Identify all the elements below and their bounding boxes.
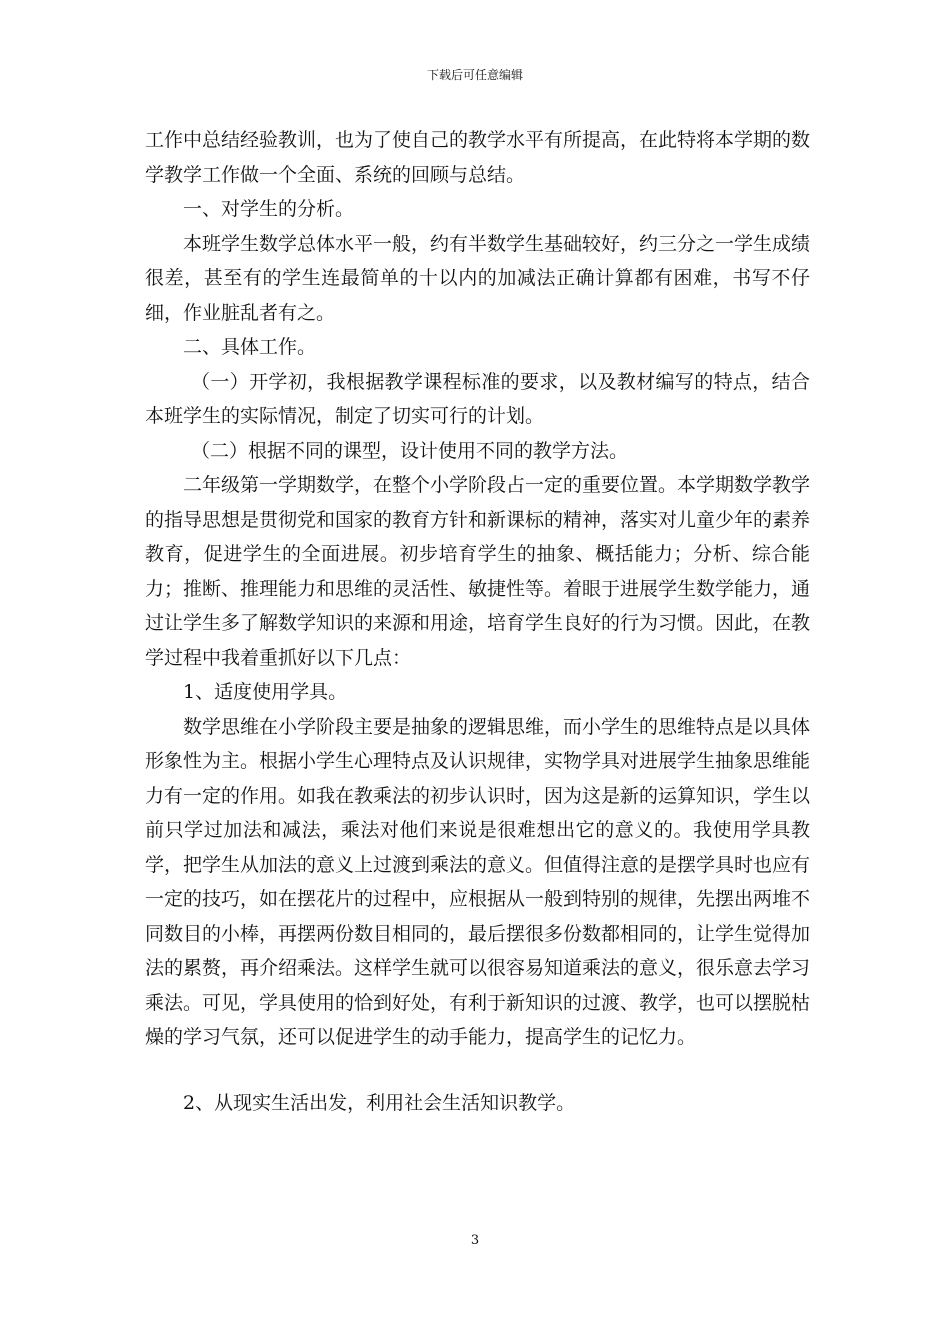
subheading-use-teaching-aids: 1、适度使用学具。 xyxy=(183,681,348,703)
section-heading-student-analysis: 一、对学生的分析。 xyxy=(183,198,355,220)
section-heading-specific-work: 二、具体工作。 xyxy=(183,336,317,358)
paragraph-student-analysis: 本班学生数学总体水平一般，约有半数学生基础较好，约三分之一学生成绩很差，甚至有的学生连最简单的十以内的加减法正确计算都有困难，书写不仔细，作业脏乱者有之。 xyxy=(145,232,811,324)
document-body xyxy=(145,123,810,1120)
paragraph-work-item-2: （二）根据不同的课型，设计使用不同的教学方法。 xyxy=(191,439,629,462)
paragraph-intro: 工作中总结经验教训，也为了使自己的教学水平有所提高，在此特将本学期的数学教学工作做一个全面、系统的回顾与总结。 xyxy=(145,129,811,186)
paragraph-work-item-1: （一）开学初，我根据教学课程标准的要求，以及教材编写的特点，结合本班学生的实际情况，制定了切实可行的计划。 xyxy=(145,370,810,427)
page-number: 3 xyxy=(470,1233,480,1248)
paragraph-teaching-guideline: 二年级第一学期数学，在整个小学阶段占一定的重要位置。本学期数学教学的指导思想是贯彻党和国家的教育方针和新课标的精神，落实对儿童少年的素养教育，促进学生的全面进展。初步培育学生的抽象、概括能力；分析、综合能力；推断、推理能力和思维的灵活性、敏捷性等。着眼于进展学生数学能力，通过让学生多了解数学知识的来源和用途，培育学生良好的行为习惯。因此，在教学过程中我着重抓好以下几点： xyxy=(145,474,811,669)
page-header: 下载后可任意编辑 xyxy=(426,68,523,82)
subheading-real-life: 2、从现实生活出发，利用社会生活知识教学。 xyxy=(183,1091,576,1114)
paragraph-teaching-aids: 数学思维在小学阶段主要是抽象的逻辑思维，而小学生的思维特点是以具体形象性为主。根据小学生心理特点及认识规律，实物学具对进展学生抽象思维能力有一定的作用。如我在教乘法的初步认识时，因为这是新的运算知识，学生以前只学过加法和减法，乘法对他们来说是很难想出它的意义的。我使用学具教学，把学生从加法的意义上过渡到乘法的意义。但值得注意的是摆学具时也应有一定的技巧，如在摆花片的过程中，应根据从一般到特别的规律，先摆出两堆不同数目的小棒，再摆两份数目相同的，最后摆很多份数都相同的，让学生觉得加法的累赘，再介绍乘法。这样学生就可以很容易知道乘法的意义，很乐意去学习乘法。可见，学具使用的恰到好处，有利于新知识的过渡、教学，也可以摆脱枯燥的学习气氛，还可以促进学生的动手能力，提高学生的记忆力。 xyxy=(145,715,811,1048)
